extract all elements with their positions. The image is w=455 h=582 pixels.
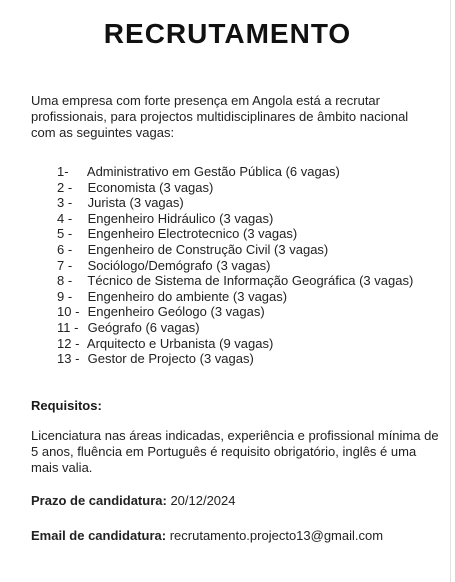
page-title: RECRUTAMENTO — [103, 18, 352, 49]
deadline-label: Prazo de candidatura: — [31, 493, 167, 508]
vacancy-title: Economista (3 vagas) — [87, 179, 214, 195]
vacancy-number: 2 - — [57, 179, 73, 195]
vacancy-item — [57, 242, 437, 258]
vacancy-item — [57, 211, 437, 227]
vacancy-item — [57, 226, 437, 242]
vacancy-item — [57, 351, 437, 367]
email-line — [31, 528, 383, 543]
vacancy-item — [57, 320, 437, 336]
vacancy-title: Engenheiro de Construção Civil (3 vagas) — [87, 241, 329, 257]
vacancy-item — [57, 289, 437, 305]
vacancy-title: Engenheiro Hidráulico (3 vagas) — [87, 210, 274, 226]
vacancy-item — [57, 195, 437, 211]
vacancy-item — [57, 164, 437, 180]
vacancy-number: 13 - — [57, 351, 80, 367]
vacancy-item — [57, 258, 437, 274]
vacancy-number: 11 - — [57, 319, 79, 335]
vacancy-title: Engenheiro Geólogo (3 vagas) — [87, 304, 265, 320]
vacancy-number: 10 - — [57, 304, 80, 320]
vacancy-title: Arquitecto e Urbanista (9 vagas) — [86, 335, 274, 351]
vacancy-title: Gestor de Projecto (3 vagas) — [87, 351, 254, 367]
email-address: recrutamento.projecto13@gmail.com — [169, 528, 384, 543]
vacancy-number: 5 - — [57, 226, 73, 242]
vacancy-number: 1- — [57, 164, 69, 179]
vacancy-title: Sociólogo/Demógrafo (3 vagas) — [87, 257, 271, 273]
vacancy-title: Geógrafo (6 vagas) — [87, 319, 200, 335]
vacancy-number: 6 - — [57, 241, 73, 257]
vacancy-title: Engenheiro do ambiente (3 vagas) — [87, 288, 288, 304]
vacancy-number: 7 - — [57, 257, 73, 273]
page-edge-divider — [450, 0, 451, 582]
vacancy-title: Jurista (3 vagas) — [87, 195, 184, 211]
vacancy-item — [57, 336, 437, 352]
vacancy-number: 3 - — [57, 195, 73, 211]
vacancy-number: 4 - — [57, 210, 73, 226]
vacancy-item — [57, 180, 437, 196]
vacancy-item — [57, 304, 437, 320]
vacancy-number: 12 - — [57, 335, 80, 351]
deadline-value: 20/12/2024 — [170, 493, 236, 508]
deadline-line — [31, 493, 236, 508]
vacancies-list — [57, 164, 437, 367]
vacancy-title: Administrativo em Gestão Pública (6 vagas) — [86, 164, 340, 179]
intro-paragraph: Uma empresa com forte presença em Angola está a recrutar profissionais, para projectos multidisciplinares de âmbito nacional com as seguintes vagas: — [31, 93, 409, 140]
requirements-heading: Requisitos: — [31, 398, 102, 413]
vacancy-item — [57, 273, 437, 289]
vacancy-title: Técnico de Sistema de Informação Geográfica (3 vagas) — [87, 273, 414, 289]
vacancy-number: 9 - — [57, 288, 73, 304]
vacancy-number: 8 - — [57, 273, 73, 289]
vacancy-title: Engenheiro Electrotecnico (3 vagas) — [87, 226, 298, 242]
requirements-text: Licenciatura nas áreas indicadas, experiência e profissional mínima de 5 anos, fluência em Português é requisito obrigatório, inglês é uma mais valia. — [31, 428, 439, 475]
email-label: Email de candidatura: — [31, 528, 167, 543]
